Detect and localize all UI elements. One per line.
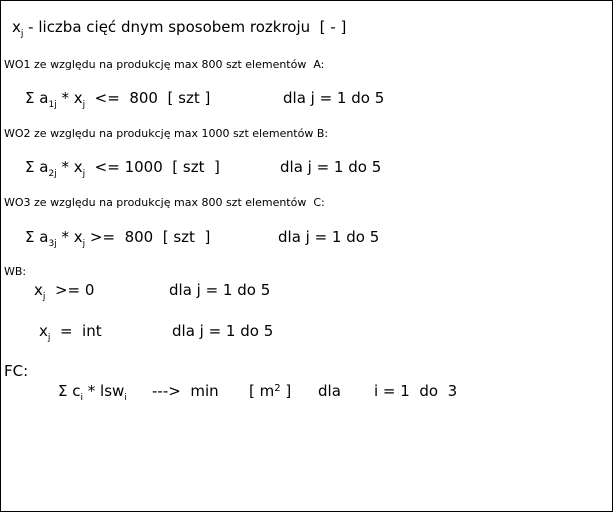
constraint-relation: <= 800 [ szt ] xyxy=(85,89,211,107)
constraint-relation: >= 800 [ szt ] xyxy=(85,228,211,246)
wo1-range: dla j = 1 do 5 xyxy=(283,89,385,107)
unit-close: ] xyxy=(280,382,292,400)
wb-int-range: dla j = 1 do 5 xyxy=(172,322,274,340)
wo3-heading: WO3 ze względu na produkcję max 800 szt elementów C: xyxy=(4,196,325,209)
wo1-formula xyxy=(25,89,211,110)
wo2-heading: WO2 ze względu na produkcję max 1000 szt elementów B: xyxy=(4,127,329,140)
mult-x: * x xyxy=(56,89,83,107)
constraint-relation: >= 0 xyxy=(45,281,95,299)
definition-text: - liczba cięć dnym sposobem rozkroju [ - ] xyxy=(23,18,347,36)
fc-dla: dla xyxy=(318,382,341,400)
mult-lsw: * lsw xyxy=(83,382,125,400)
coef-a: a xyxy=(39,89,49,107)
x-subscript: j xyxy=(82,100,86,110)
wb-constraint-nonneg xyxy=(34,281,95,302)
coef-c: c xyxy=(67,382,81,400)
wb-constraint-int xyxy=(39,322,102,343)
x-subscript: j xyxy=(42,292,46,302)
wo3-range: dla j = 1 do 5 xyxy=(278,228,380,246)
x-subscript: j xyxy=(47,333,51,343)
var-subscript: j xyxy=(20,29,24,39)
fc-unit xyxy=(249,382,291,400)
wo2-range: dla j = 1 do 5 xyxy=(280,158,382,176)
wo1-heading: WO1 ze względu na produkcję max 800 szt elementów A: xyxy=(4,58,325,71)
sigma-symbol: Σ xyxy=(25,89,35,107)
var-x: x xyxy=(12,18,21,36)
var-x: x xyxy=(39,322,48,340)
fc-formula xyxy=(58,382,127,403)
wo2-formula xyxy=(25,158,220,179)
sigma-symbol: Σ xyxy=(25,228,35,246)
constraint-relation: = int xyxy=(50,322,102,340)
c-subscript: i xyxy=(80,393,84,403)
coef-a: a xyxy=(39,228,49,246)
var-x: x xyxy=(34,281,43,299)
fc-objective: ---> min xyxy=(152,382,219,400)
constraint-relation: <= 1000 [ szt ] xyxy=(85,158,220,176)
x-subscript: j xyxy=(82,169,86,179)
wo3-formula xyxy=(25,228,211,249)
mult-x: * x xyxy=(56,158,83,176)
mult-x: * x xyxy=(56,228,83,246)
coef-a: a xyxy=(39,158,49,176)
coef-subscript: 2j xyxy=(48,169,57,179)
variable-definition xyxy=(12,18,347,39)
sigma-symbol: Σ xyxy=(25,158,35,176)
lsw-subscript: i xyxy=(124,393,127,403)
unit-exponent: 2 xyxy=(274,383,281,394)
sigma-symbol: Σ xyxy=(58,382,68,400)
coef-subscript: 3j xyxy=(48,239,57,249)
fc-heading: FC: xyxy=(4,362,29,380)
coef-subscript: 1j xyxy=(48,100,57,110)
wb-heading: WB: xyxy=(4,265,27,278)
x-subscript: j xyxy=(82,239,86,249)
fc-range: i = 1 do 3 xyxy=(374,382,458,400)
unit-open: [ m xyxy=(249,382,275,400)
wb-nonneg-range: dla j = 1 do 5 xyxy=(169,281,271,299)
